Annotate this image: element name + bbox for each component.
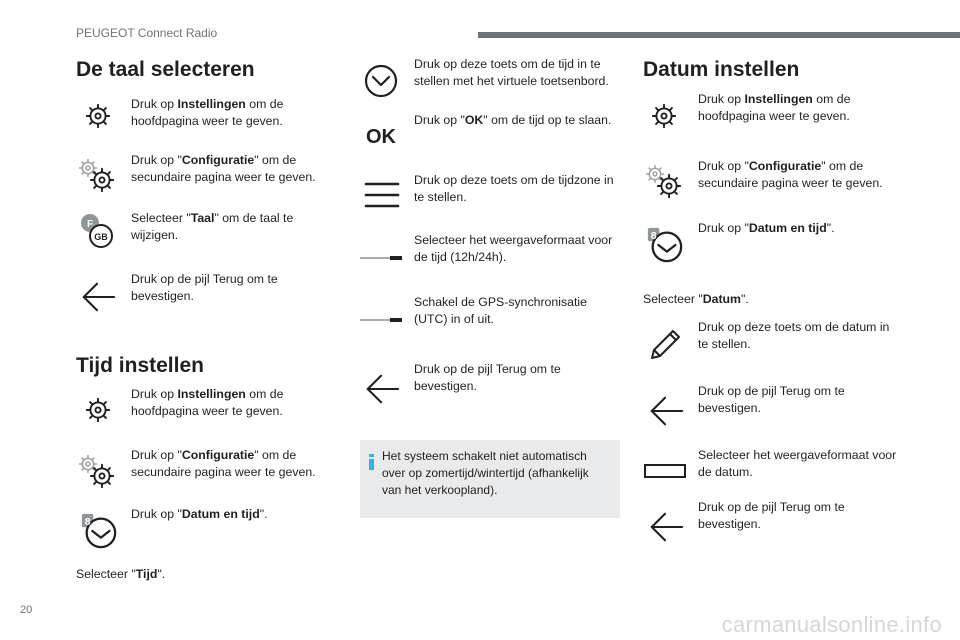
language-icon bbox=[80, 214, 116, 248]
info-icon bbox=[369, 454, 374, 470]
section-title-language: De taal selecteren bbox=[76, 58, 255, 81]
format-box-icon bbox=[644, 464, 686, 478]
back-arrow-icon bbox=[78, 278, 118, 316]
back-arrow-icon bbox=[362, 370, 402, 408]
section-title-time: Tijd instellen bbox=[76, 354, 204, 377]
gear-icon bbox=[82, 100, 114, 132]
header-rule bbox=[478, 32, 960, 38]
language-icon-letters-gb: GB bbox=[94, 232, 108, 242]
ok-icon: OK bbox=[366, 126, 396, 148]
back-arrow-icon bbox=[646, 392, 686, 430]
toggle-icon bbox=[360, 316, 402, 324]
gear-icon bbox=[82, 394, 114, 426]
language-icon-letter-f: F bbox=[86, 219, 94, 230]
date-select-datum: Selecteer "Datum". bbox=[643, 292, 749, 306]
clock-icon bbox=[646, 226, 684, 264]
info-note-text: Het systeem schakelt niet automatisch over op zomertijd/wintertijd (afhankelijk van het verkoopland). bbox=[382, 449, 589, 497]
double-gear-icon bbox=[643, 162, 687, 202]
clock-icon bbox=[80, 512, 118, 550]
pencil-icon bbox=[648, 328, 682, 362]
page-number: 20 bbox=[20, 604, 33, 616]
chevron-down-icon bbox=[364, 64, 398, 98]
double-gear-icon bbox=[76, 156, 120, 196]
double-gear-icon bbox=[76, 452, 120, 492]
running-head: PEUGEOT Connect Radio bbox=[76, 26, 218, 40]
section-title-date: Datum instellen bbox=[643, 58, 800, 81]
info-note bbox=[360, 440, 620, 518]
back-arrow-icon bbox=[646, 508, 686, 546]
time-select-tijd: Selecteer "Tijd". bbox=[76, 567, 166, 581]
menu-icon bbox=[364, 182, 400, 208]
clock-badge: 8 bbox=[650, 230, 657, 242]
clock-badge: 8 bbox=[84, 516, 91, 528]
watermark: carmanualsonline.info bbox=[721, 612, 942, 637]
gear-icon bbox=[648, 100, 680, 132]
toggle-icon bbox=[360, 254, 402, 262]
